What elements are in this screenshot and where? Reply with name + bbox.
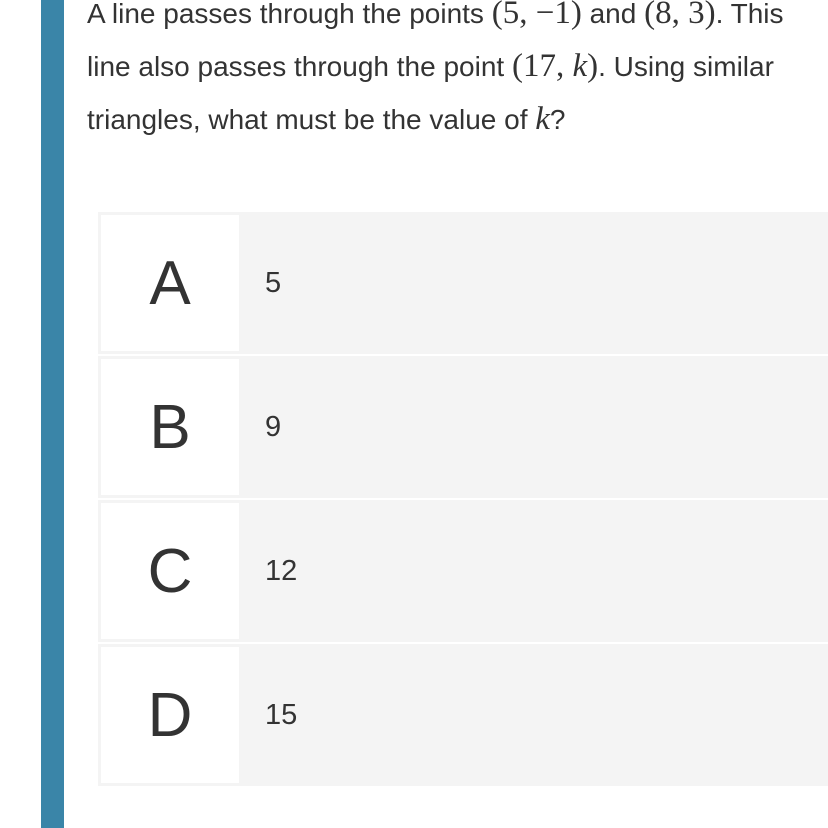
answer-choice-d[interactable]: [98, 644, 828, 786]
math-variable-k: k: [535, 101, 550, 137]
math-point-3-open: (17,: [511, 48, 573, 84]
question-text: [87, 0, 807, 146]
accent-bar: [41, 0, 64, 828]
choice-letter: B: [101, 359, 239, 495]
math-point-3-close: ): [587, 48, 599, 84]
choice-letter: D: [101, 647, 239, 783]
question-text-part: A line passes through the points: [87, 0, 492, 29]
question-text-part: and: [581, 0, 645, 29]
math-point-1: (5, −1): [491, 0, 582, 31]
choice-value: 15: [265, 698, 298, 731]
choice-letter: C: [101, 503, 239, 639]
question-text-part: . Using similar triangles, what must be the value of: [87, 51, 774, 135]
answer-choices: [98, 212, 828, 788]
choice-letter: A: [101, 215, 239, 351]
math-point-3: [512, 48, 598, 84]
choice-value: 9: [265, 410, 282, 443]
answer-choice-c[interactable]: [98, 500, 828, 642]
answer-choice-a[interactable]: [98, 212, 828, 354]
question-text-part: ?: [549, 104, 566, 135]
choice-value: 5: [265, 266, 282, 299]
question-text-part: . This line also passes through the point: [87, 0, 784, 82]
choice-value: 12: [265, 554, 298, 587]
answer-choice-b[interactable]: [98, 356, 828, 498]
math-variable-k: k: [572, 48, 588, 84]
math-point-2: (8, 3): [644, 0, 716, 31]
